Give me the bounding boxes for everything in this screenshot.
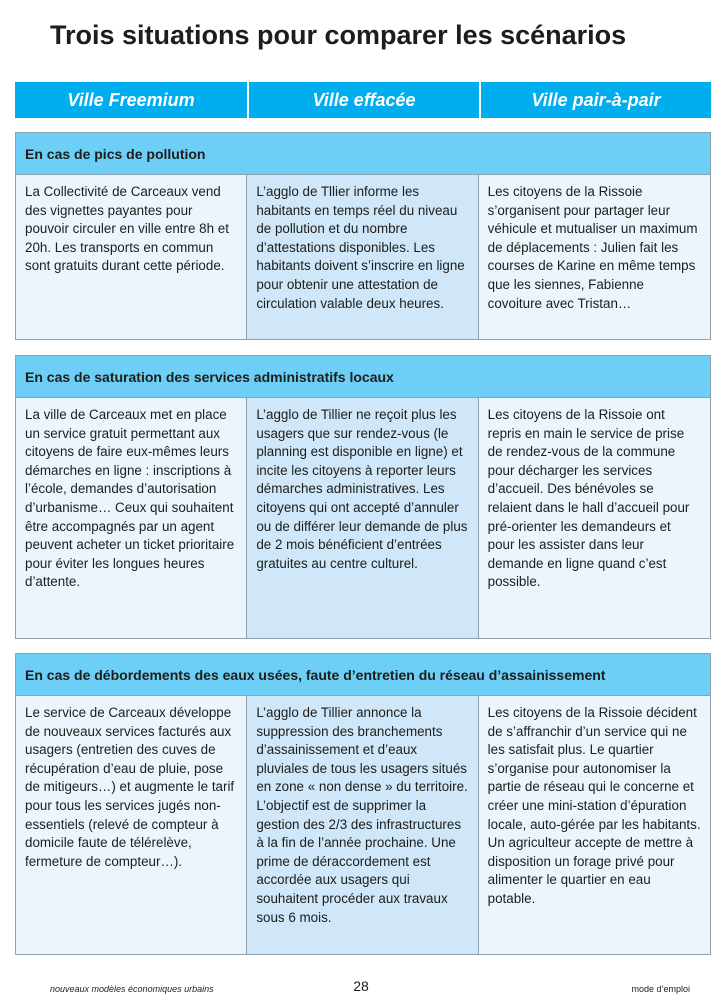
page-title: Trois situations pour comparer les scénarios [50, 20, 627, 50]
section-body [16, 175, 710, 339]
section-pollution [15, 132, 711, 340]
cell-freemium: La Collectivité de Carceaux vend des vignettes payantes pour pouvoir circuler en ville entre 8h et 20h. Les transports en commun sont gratuits durant cette période. [16, 175, 247, 339]
section-heading: En cas de pics de pollution [16, 133, 710, 175]
cell-freemium: La ville de Carceaux met en place un service gratuit permettant aux citoyens de faire eux-mêmes leurs démarches en ligne : inscriptions à l’école, demandes d’autorisation d’urbanisme… Ceux qui souhaitent être accompagnés par un agent peuvent acheter un ticket prioritaire pour éviter les longues heures d’attente. [16, 398, 247, 638]
column-header-effacee: Ville effacée [247, 82, 479, 118]
cell-effacee: L’agglo de Tillier ne reçoit plus les usagers que sur rendez-vous (le planning est disponible en ligne) et incite les citoyens à reporter leurs démarches administratives. Les citoyens qui ont accepté d’annuler ou de différer leur demande de plus de 2 mois bénéficient d’entrées gratuites au centre culturel. [247, 398, 478, 638]
section-body [16, 398, 710, 638]
cell-effacee: L’agglo de Tillier annonce la suppression des branchements d’assainissement et d’eaux pluviales de tous les usagers situés en zone « non dense » du territoire. L’objectif est de supprimer la gestion des 2/3 des infrastructures à la fin de l’année prochaine. Une prime de déraccordement est accordée aux usagers qui souhaitent procéder aux travaux sous 6 mois. [247, 696, 478, 954]
column-header-freemium: Ville Freemium [15, 82, 247, 118]
page-number: 28 [353, 978, 369, 994]
cell-pair-a-pair: Les citoyens de la Rissoie ont repris en main le service de prise de rendez-vous de la commune pour décharger les services d’accueil. Des bénévoles se relaient dans le hall d’accueil pour pré-orienter les demandeurs et pour les assister dans leur demande en ligne quand c’est possible. [479, 398, 710, 638]
column-header-pair-a-pair: Ville pair-à-pair [479, 82, 711, 118]
section-heading: En cas de saturation des services administratifs locaux [16, 356, 710, 398]
cell-pair-a-pair: Les citoyens de la Rissoie s’organisent pour partager leur véhicule et mutualiser un maximum de déplacements : Julien fait les courses de Karine en même temps que les siennes, Fabienne covoiture avec Tristan… [479, 175, 710, 339]
cell-pair-a-pair: Les citoyens de la Rissoie décident de s’affranchir d’un service qui ne les satisfait plus. Le quartier s’organise pour autonomiser la partie de réseau qui le concerne et créer une mini-station d’épuration locale, auto-gérée par les habitants. Un agriculteur accepte de mettre à disposition un forage privé pour alimenter le quartier en eau potable. [479, 696, 710, 954]
section-heading: En cas de débordements des eaux usées, faute d’entretien du réseau d’assainissement [16, 654, 710, 696]
column-header-row [15, 82, 711, 118]
section-body [16, 696, 710, 954]
footer-section-name: mode d’emploi [631, 984, 690, 994]
cell-effacee: L’agglo de Tllier informe les habitants en temps réel du niveau de pollution et du nombre d’attestations disponibles. Les habitants doivent s’inscrire en ligne pour obtenir une attestation de circulation valable deux heures. [247, 175, 478, 339]
footer-publication-title: nouveaux modèles économiques urbains [50, 984, 214, 994]
cell-freemium: Le service de Carceaux développe de nouveaux services facturés aux usagers (entretien des cuves de récupération d’eau de pluie, pose de mitigeurs…) et augmente le tarif pour tous les services jugés non-essentiels (relevé de compteur à domicile faute de télérelève, fermeture de compteur…). [16, 696, 247, 954]
section-eaux-usees [15, 653, 711, 955]
section-administratif [15, 355, 711, 639]
